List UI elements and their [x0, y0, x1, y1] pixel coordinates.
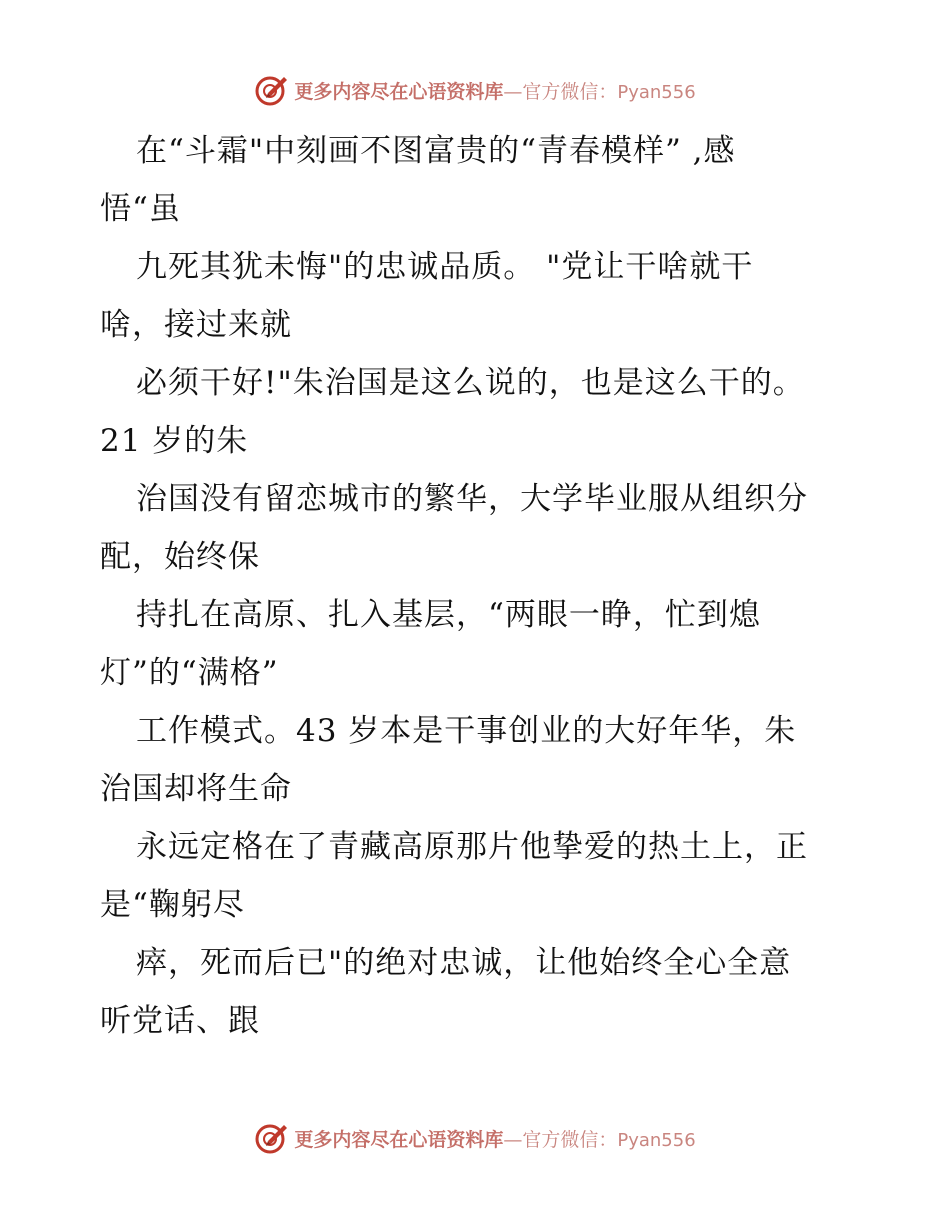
text-line: 持扎在高原、扎入基层，“两眼一睁，忙到熄 [136, 597, 761, 633]
header-watermark [0, 70, 950, 110]
text-line: 在“斗霜"中刻画不图富贵的“青春模样” ,感 [136, 133, 736, 169]
text-line: 瘁，死而后已"的绝对忠诚，让他始终全心全意 [136, 945, 792, 981]
pen-logo-icon [254, 1121, 288, 1155]
watermark-text [294, 1125, 695, 1152]
text-line: 工作模式。43 岁本是干事创业的大好年华，朱 [136, 713, 797, 749]
text-line: 悟“虽 [100, 191, 181, 227]
text-line: 九死其犹未悔"的忠诚品质。 "党让干啥就干 [136, 249, 754, 285]
watermark-suffix: 官方微信： [522, 1128, 618, 1151]
text-line: 永远定格在了青藏高原那片他挚爱的热土上，正 [136, 829, 808, 865]
watermark-separator: — [503, 1128, 523, 1151]
text-line: 是“鞠躬尽 [100, 887, 245, 923]
text-line: 21 岁的朱 [100, 423, 249, 459]
text-line: 啥，接过来就 [100, 307, 292, 343]
watermark-separator: — [503, 80, 523, 103]
watermark-wechat-id: Pyan556 [617, 1129, 696, 1151]
document-body [100, 122, 870, 1050]
text-line: 治国却将生命 [100, 771, 292, 807]
text-line: 听党话、跟 [100, 1003, 260, 1039]
text-line: 配，始终保 [100, 539, 260, 575]
watermark-brand: 更多内容尽在心语资料库 [294, 80, 504, 103]
text-line: 必须干好!"朱治国是这么说的，也是这么干的。 [136, 365, 805, 401]
text-line: 灯”的“满格” [100, 655, 279, 691]
watermark-brand: 更多内容尽在心语资料库 [294, 1128, 504, 1151]
footer-watermark [0, 1118, 950, 1158]
pen-logo-icon [254, 73, 288, 107]
watermark-suffix: 官方微信： [522, 80, 618, 103]
watermark-text [294, 77, 695, 104]
watermark-wechat-id: Pyan556 [617, 81, 696, 103]
text-line: 治国没有留恋城市的繁华，大学毕业服从组织分 [136, 481, 808, 517]
